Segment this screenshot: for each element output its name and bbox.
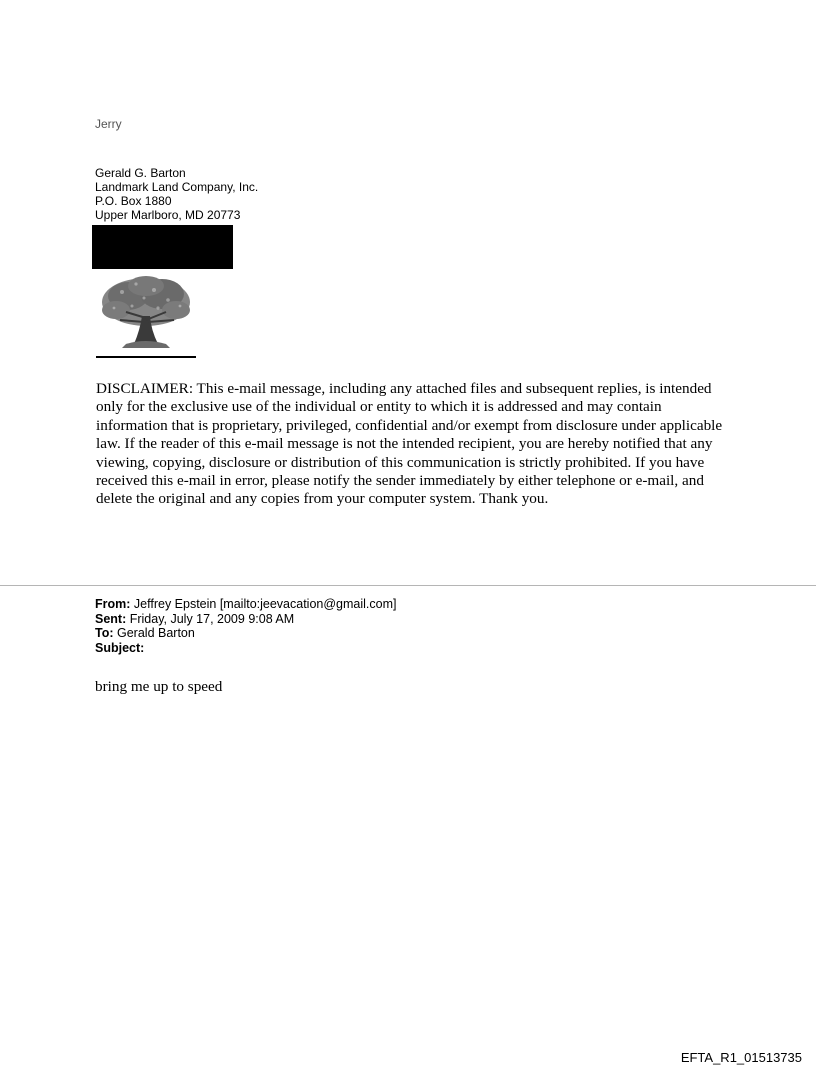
sent-value: Friday, July 17, 2009 9:08 AM <box>129 611 295 626</box>
legal-disclaimer: DISCLAIMER: This e-mail message, including any attached files and subsequent replies, is intended only for the exclusive use of the individual or entity to which it is addressed and may contain information that is proprietary, privileged, confidential and/or exempt from disclosure under applicable law. If the reader of this e-mail message is not the intended recipient, you are hereby notified that any viewing, copying, disclosure or distribution of this communication is strictly prohibited. If you have received this e-mail in error, please notify the sender immediately by either telephone or e-mail, and delete the original and any copies from your computer system. Thank you. <box>96 380 723 508</box>
message-body: bring me up to speed <box>95 678 223 695</box>
to-value: Gerald Barton <box>117 626 195 640</box>
from-label: From: <box>95 597 131 611</box>
message-separator <box>0 585 816 586</box>
from-value: Jeffrey Epstein [mailto:jeevacation@gmail.com] <box>133 597 397 611</box>
email-signature <box>95 166 258 222</box>
signature-name: Gerald G. Barton <box>95 166 186 180</box>
original-message-header <box>95 597 396 655</box>
signature-address-line1: P.O. Box 1880 <box>95 194 172 208</box>
redaction-box <box>92 225 233 269</box>
reply-closing-name: Jerry <box>95 117 122 131</box>
from-line <box>95 597 396 612</box>
sent-line <box>95 612 396 627</box>
subject-label: Subject: <box>95 640 145 655</box>
signature-address-line2: Upper Marlboro, MD 20773 <box>95 208 241 222</box>
sent-label: Sent: <box>95 611 127 626</box>
to-label: To: <box>95 626 114 640</box>
subject-line <box>95 641 396 656</box>
signature-company: Landmark Land Company, Inc. <box>95 180 259 194</box>
document-id: EFTA_R1_01513735 <box>680 1050 802 1065</box>
oak-tree-logo-icon <box>96 272 196 362</box>
to-line <box>95 626 396 641</box>
